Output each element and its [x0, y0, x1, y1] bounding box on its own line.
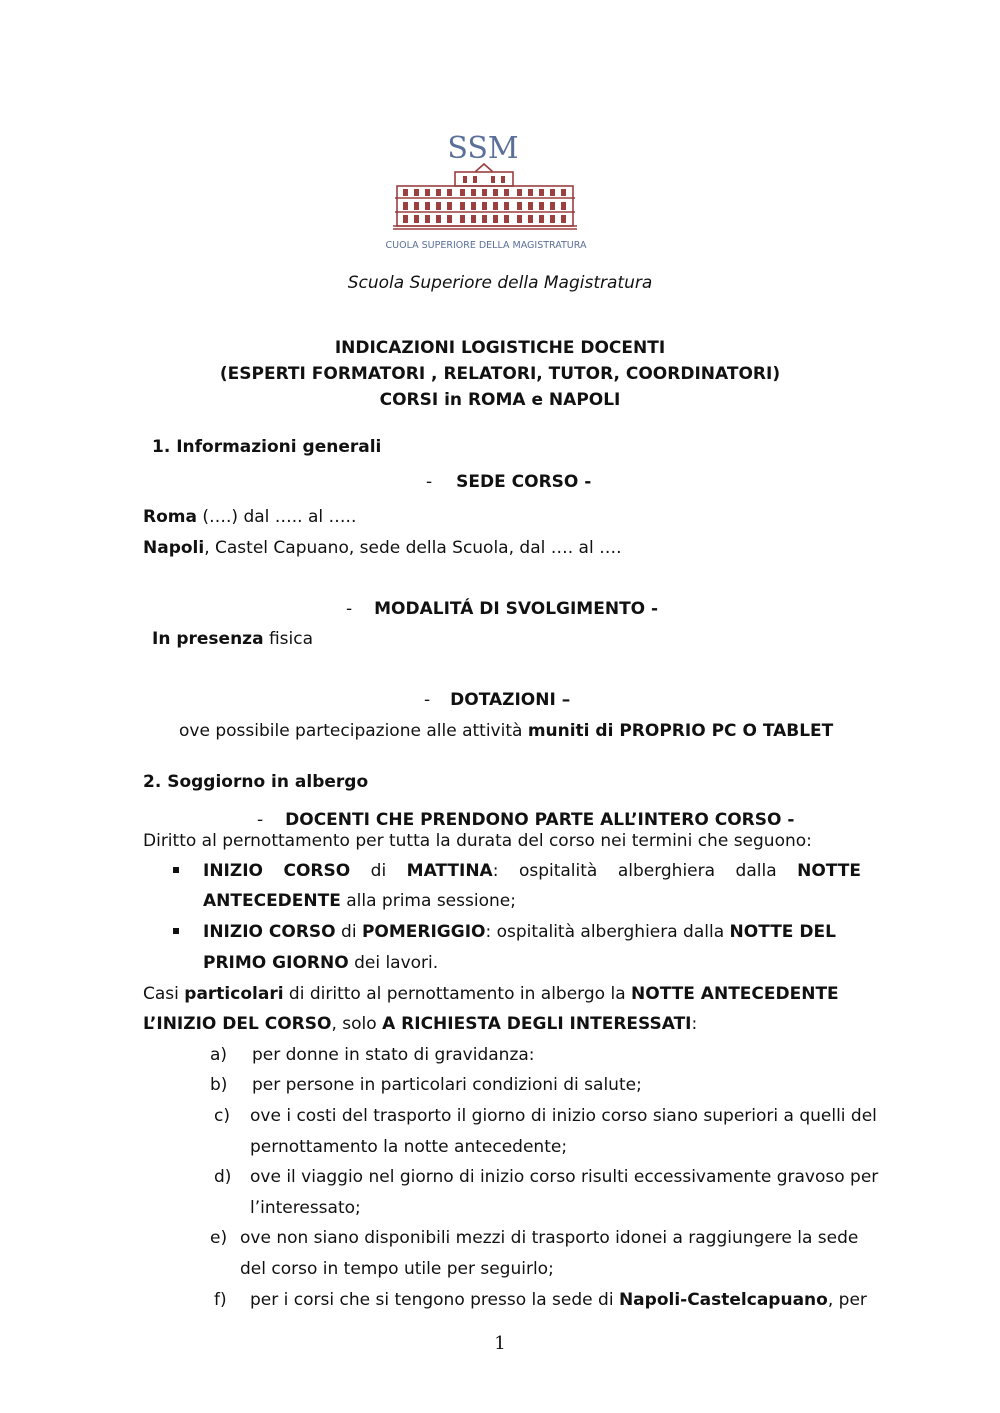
- item-a-label: a): [210, 1045, 228, 1065]
- bullet-1-word: CORSO: [283, 861, 351, 881]
- modalita-text: fisica: [263, 629, 314, 649]
- bullet-1-text: alla prima sessione;: [340, 891, 516, 911]
- dotazioni-line: [179, 720, 833, 742]
- casi-bold: NOTTE ANTECEDENTE: [631, 984, 839, 1004]
- bullet-2-line-1: [203, 921, 836, 943]
- sede-dash: -: [426, 472, 433, 492]
- item-e-text: ove non siano disponibili mezzi di trasporto idonei a raggiungere la sede: [240, 1228, 859, 1248]
- bullet-1-word: dalla: [735, 861, 777, 881]
- sede-title: SEDE CORSO -: [456, 472, 592, 492]
- bullet-1-word: ospitalità: [518, 861, 598, 881]
- bullet-2-line-2: [203, 952, 438, 974]
- sede-napoli-line: [143, 537, 622, 559]
- bullet-1-word: NOTTE: [797, 861, 861, 881]
- sede-roma-line: [143, 506, 356, 528]
- bullet-1-bold: MATTINA: [406, 861, 493, 881]
- item-c-label: c): [214, 1106, 230, 1126]
- bullet-2-bold: NOTTE DEL: [729, 922, 836, 942]
- item-f-label: f): [214, 1290, 227, 1310]
- item-b-label: b): [210, 1075, 228, 1095]
- document-title-line-1: INDICAZIONI LOGISTICHE DOCENTI: [334, 338, 666, 358]
- item-d-text-2: l’interessato;: [250, 1198, 361, 1218]
- sede-heading: [426, 471, 591, 493]
- casi-text: di diritto al pernottamento in albergo la: [283, 984, 632, 1004]
- item-d-text: ove il viaggio nel giorno di inizio corso risulti eccessivamente gravoso per: [250, 1167, 879, 1187]
- page-number: 1: [494, 1333, 506, 1354]
- bullet-1-word: di: [370, 861, 387, 881]
- palace-logo-icon: [385, 128, 595, 258]
- section-2-heading: 2. Soggiorno in albergo: [143, 772, 369, 792]
- casi-text: , solo: [331, 1014, 383, 1034]
- sede-napoli-text: , Castel Capuano, sede della Scuola, dal …. al ….: [204, 538, 622, 558]
- item-b-text: per persone in particolari condizioni di salute;: [252, 1075, 642, 1095]
- casi-line-2: [143, 1013, 697, 1035]
- docenti-dash: -: [257, 810, 264, 830]
- modalita-title: MODALITÁ DI SVOLGIMENTO -: [374, 599, 659, 619]
- casi-line-1: [143, 983, 839, 1005]
- item-e-label: e): [210, 1228, 228, 1248]
- dotazioni-title: DOTAZIONI –: [450, 690, 571, 710]
- dotazioni-text: ove possibile partecipazione alle attività: [179, 721, 528, 741]
- dotazioni-heading: [424, 689, 570, 711]
- bullet-1-bold: ANTECEDENTE: [203, 891, 341, 911]
- dotazioni-dash: -: [424, 690, 431, 710]
- casi-bold: A RICHIESTA DEGLI INTERESSATI: [382, 1014, 692, 1034]
- item-c-text: ove i costi del trasporto il giorno di inizio corso siano superiori a quelli del: [250, 1106, 877, 1126]
- bullet-1-word: alberghiera: [617, 861, 716, 881]
- item-a-text: per donne in stato di gravidanza:: [252, 1045, 535, 1065]
- bullet-1-word: INIZIO: [203, 861, 263, 881]
- casi-bold: particolari: [184, 984, 284, 1004]
- bullet-1-colon: :: [492, 861, 499, 881]
- modalita-label: In presenza: [152, 629, 264, 649]
- document-title-line-2: (ESPERTI FORMATORI , RELATORI, TUTOR, COORDINATORI): [219, 364, 781, 384]
- bullet-1-line-2: [203, 890, 516, 912]
- dotazioni-bold: muniti di PROPRIO PC O TABLET: [527, 721, 834, 741]
- bullet-2-bold: POMERIGGIO: [361, 922, 486, 942]
- school-name: Scuola Superiore della Magistratura: [347, 273, 653, 293]
- bullet-2-text: di: [335, 922, 362, 942]
- sede-napoli-label: Napoli: [143, 538, 205, 558]
- item-c-text-2: pernottamento la notte antecedente;: [250, 1137, 568, 1157]
- casi-text: :: [691, 1014, 698, 1034]
- item-f-line: [250, 1289, 867, 1311]
- item-d-label: d): [214, 1167, 232, 1187]
- bullet-square-icon: [173, 867, 179, 873]
- modalita-heading: [346, 598, 658, 620]
- bullet-1-line-1: [203, 860, 861, 882]
- item-f-bold: Napoli-Castelcapuano: [618, 1290, 828, 1310]
- bullet-1-word: [407, 860, 499, 882]
- modalita-line: [152, 628, 313, 650]
- bullet-2-text: : ospitalità alberghiera dalla: [485, 922, 730, 942]
- modalita-dash: -: [346, 599, 353, 619]
- docenti-heading: [257, 809, 794, 831]
- casi-text: Casi: [143, 984, 185, 1004]
- bullet-2-text: dei lavori.: [348, 953, 439, 973]
- bullet-2-bold: INIZIO CORSO: [203, 922, 336, 942]
- item-f-text: per i corsi che si tengono presso la sede di: [250, 1290, 619, 1310]
- casi-bold: L’INIZIO DEL CORSO: [143, 1014, 332, 1034]
- ssm-logo: [385, 128, 595, 258]
- bullet-2-bold: PRIMO GIORNO: [203, 953, 349, 973]
- section-1-heading: 1. Informazioni generali: [152, 437, 382, 457]
- docenti-intro: Diritto al pernottamento per tutta la durata del corso nei termini che seguono:: [143, 831, 812, 851]
- logo-acronym: SSM: [447, 131, 519, 166]
- logo-caption: SCUOLA SUPERIORE DELLA MAGISTRATURA: [385, 240, 587, 251]
- bullet-square-icon: [173, 928, 179, 934]
- document-title-line-3: CORSI in ROMA e NAPOLI: [379, 390, 621, 410]
- docenti-title: DOCENTI CHE PRENDONO PARTE ALL’INTERO CORSO -: [285, 810, 795, 830]
- sede-roma-text: (….) dal ….. al …..: [196, 507, 357, 527]
- item-f-text-end: , per: [827, 1290, 867, 1310]
- sede-roma-label: Roma: [143, 507, 197, 527]
- item-e-text-2: del corso in tempo utile per seguirlo;: [240, 1259, 554, 1279]
